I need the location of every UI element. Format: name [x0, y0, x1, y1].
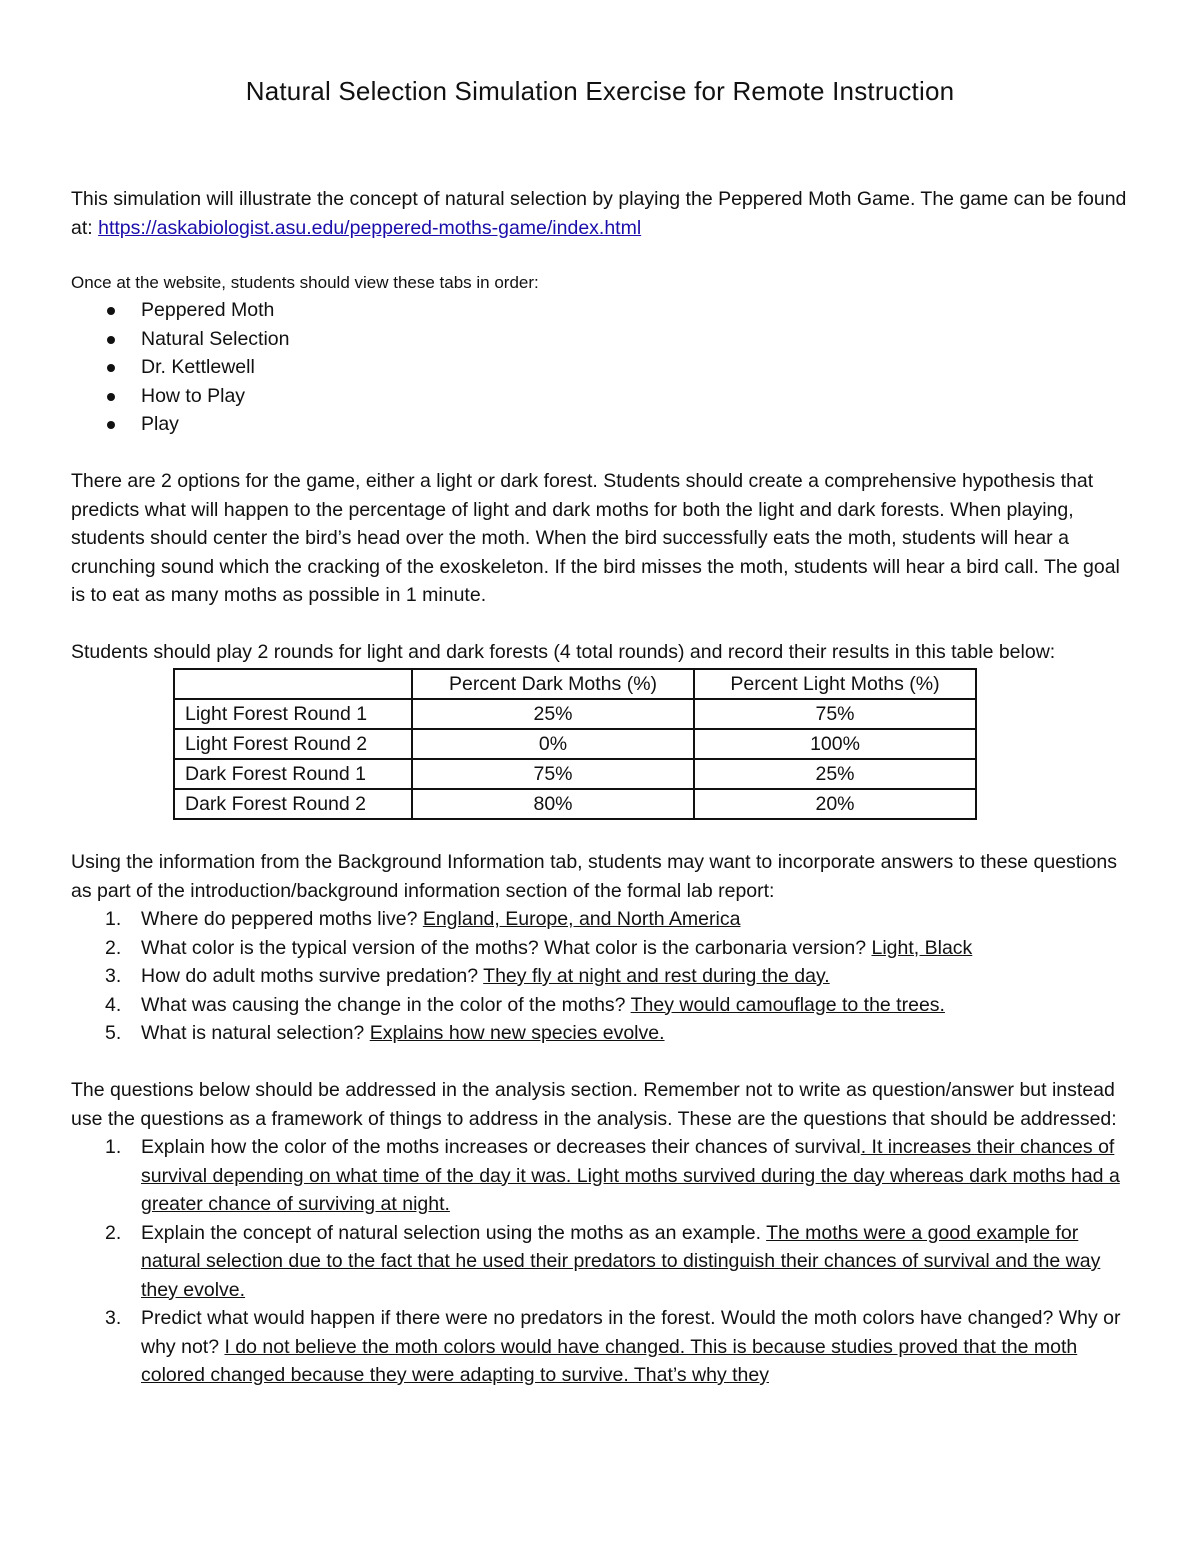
- question-text: What was causing the change in the color of the moths?: [141, 993, 631, 1016]
- list-item: How to Play: [71, 382, 1131, 411]
- table-row: [174, 789, 976, 819]
- list-item: Peppered Moth: [71, 296, 1131, 325]
- question-text: How do adult moths survive predation?: [141, 965, 484, 987]
- table-cell: Light Forest Round 2: [174, 729, 412, 759]
- list-item: 3. Predict what would happen if there were no predators in the forest. Would the moth colors have changed? Why or why not? I do not believe the moth colors would have changed. This is because studies proved that the moth colored changed because they were adapting to survive. That’s why they: [105, 1307, 1121, 1386]
- results-table: [173, 668, 977, 820]
- game-paragraph: There are 2 options for the game, either a light or dark forest. Students should create a comprehensive hypothesis that predicts what will happen to the percentage of light and dark moths for both the light and dark forests. When playing, students should center the bird’s head over the moth. When the bird successfully eats the moth, students will hear a crunching sound which the cracking of the exoskeleton. If the bird misses the moth, students will hear a bird call. The goal is to eat as many moths as possible in 1 minute.: [71, 470, 1120, 606]
- list-item: 2. What color is the typical version of the moths? What color is the carbonaria version? Light, Black: [105, 936, 973, 959]
- answer-text: Light, Black: [871, 936, 973, 959]
- document-title: Natural Selection Simulation Exercise for Remote Instruction: [245, 76, 955, 106]
- answer-text: They would camouflage to the trees.: [630, 993, 945, 1016]
- list-item: 3. How do adult moths survive predation? They fly at night and rest during the day.: [105, 965, 830, 987]
- table-row: [174, 699, 976, 729]
- table-cell: 25%: [694, 759, 976, 789]
- answer-text: The moths were a good example for natural selection due to the fact that he used their predators to distinguish their chances of survival and the way they evolve.: [141, 1221, 1101, 1301]
- answer-text: They fly at night and rest during the day.: [483, 965, 830, 987]
- game-link[interactable]: https://askabiologist.asu.edu/peppered-moths-game/index.html: [98, 216, 642, 239]
- table-header-cell: Percent Light Moths (%): [694, 669, 976, 699]
- question-text: Predict what would happen if there were no predators in the forest. Would the moth colors have changed? Why or why not?: [141, 1307, 1121, 1358]
- list-item: Natural Selection: [71, 325, 1131, 354]
- answer-text: I do not believe the moth colors would have changed. This is because studies proved that the moth colored changed because they were adapting to survive. That’s why they: [141, 1335, 1078, 1386]
- table-cell: 0%: [412, 729, 694, 759]
- background-intro: Using the information from the Background Information tab, students may want to incorporate answers to these questions as part of the introduction/background information section of the formal lab report:: [71, 851, 1117, 902]
- list-item: 1. Where do peppered moths live? England, Europe, and North America: [105, 908, 741, 930]
- list-item: 1. Explain how the color of the moths increases or decreases their chances of survival. It increases their chances of survival depending on what time of the day it was. Light moths survived during the day whereas dark moths had a greater chance of surviving at night.: [105, 1136, 1120, 1215]
- table-header-cell: Percent Dark Moths (%): [412, 669, 694, 699]
- table-intro: Students should play 2 rounds for light and dark forests (4 total rounds) and record their results in this table below:: [71, 641, 1056, 663]
- bullet-icon: [107, 364, 115, 372]
- question-text: Where do peppered moths live?: [141, 908, 423, 930]
- bullet-icon: [107, 393, 115, 401]
- tabs-intro: Once at the website, students should view these tabs in order:: [71, 273, 539, 292]
- background-questions-list: [71, 905, 1131, 1048]
- list-item: 2. Explain the concept of natural selection using the moths as an example. The moths were a good example for natural selection due to the fact that he used their predators to distinguish their chances of survival and the way they evolve.: [105, 1221, 1101, 1301]
- table-cell: Dark Forest Round 2: [174, 789, 412, 819]
- tabs-list: [71, 296, 1131, 439]
- table-cell: 25%: [412, 699, 694, 729]
- table-cell: 20%: [694, 789, 976, 819]
- bullet-icon: [107, 336, 115, 344]
- table-cell: 75%: [694, 699, 976, 729]
- table-cell: 80%: [412, 789, 694, 819]
- table-cell: 75%: [412, 759, 694, 789]
- list-item: 5. What is natural selection? Explains how new species evolve.: [105, 1022, 665, 1044]
- table-row: [174, 729, 976, 759]
- list-item: 4. What was causing the change in the color of the moths? They would camouflage to the trees.: [105, 993, 945, 1016]
- question-text: Explain how the color of the moths increases or decreases their chances of survival: [141, 1136, 861, 1158]
- question-text: What is natural selection?: [141, 1022, 370, 1044]
- answer-text: . It increases their chances of survival depending on what time of the day it was. Light moths survived during the day whereas dark moths had a greater chance of surviving at night.: [141, 1136, 1120, 1215]
- analysis-questions-list: [71, 1133, 1131, 1390]
- intro-text: This simulation will illustrate the concept of natural selection by playing the Peppered Moth Game. The game can be found at:: [71, 188, 1127, 239]
- answer-text: Explains how new species evolve.: [369, 1022, 665, 1044]
- table-cell: Dark Forest Round 1: [174, 759, 412, 789]
- table-cell: 100%: [694, 729, 976, 759]
- analysis-intro: The questions below should be addressed in the analysis section. Remember not to write as question/answer but instead use the questions as a framework of things to address in the analysis. These are the questions that should be addressed:: [71, 1079, 1117, 1130]
- table-header-cell: [174, 669, 412, 699]
- intro-paragraph: [71, 185, 1131, 242]
- list-item: Play: [71, 410, 1131, 439]
- table-cell: Light Forest Round 1: [174, 699, 412, 729]
- question-text: What color is the typical version of the moths? What color is the carbonaria version?: [141, 936, 872, 959]
- bullet-icon: [107, 421, 115, 429]
- bullet-icon: [107, 307, 115, 315]
- document-body: [71, 185, 1131, 1390]
- table-header-row: [174, 669, 976, 699]
- question-text: Explain the concept of natural selection using the moths as an example.: [141, 1221, 767, 1244]
- answer-text: England, Europe, and North America: [422, 908, 741, 930]
- list-item: Dr. Kettlewell: [71, 353, 1131, 382]
- table-row: [174, 759, 976, 789]
